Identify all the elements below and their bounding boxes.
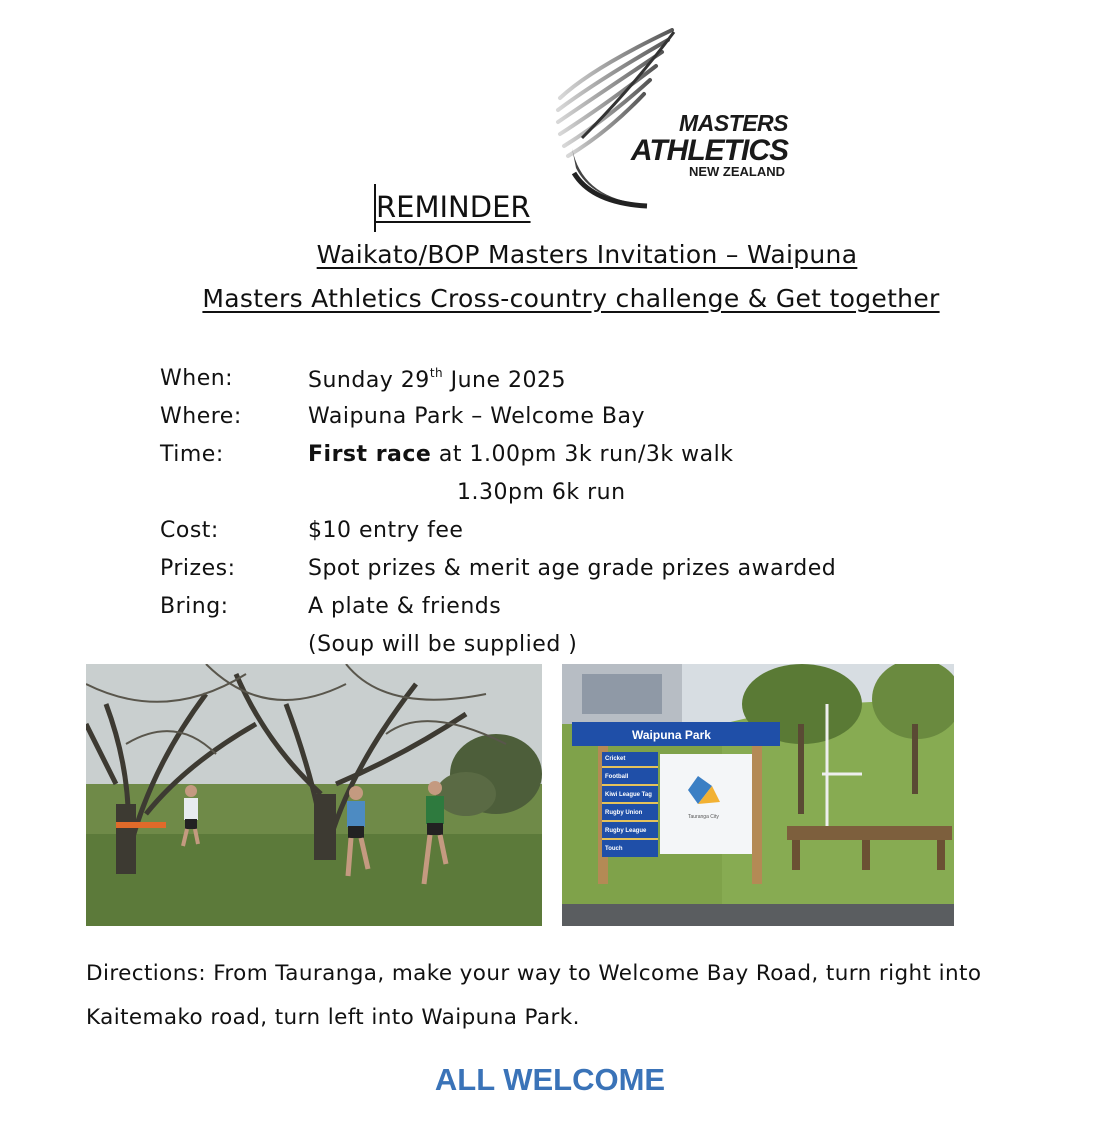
where-label: Where:	[160, 404, 242, 429]
sign-item: Kiwi League Tag	[605, 792, 652, 798]
sign-item: Cricket	[605, 756, 626, 762]
bring-value: A plate & friends	[308, 594, 502, 619]
all-welcome-footer: ALL WELCOME	[434, 1062, 666, 1097]
when-label: When:	[160, 366, 234, 391]
sign-item: Football	[605, 774, 629, 780]
sign-item: Rugby Union	[605, 810, 643, 816]
sign-item: Rugby League	[605, 828, 647, 834]
when-value: Sunday 29th June 2025	[308, 366, 567, 393]
sign-title: Waipuna Park	[632, 728, 711, 742]
logo-text-masters: MASTERS	[679, 110, 788, 136]
cost-value: $10 entry fee	[308, 518, 464, 543]
prizes-label: Prizes:	[160, 556, 236, 581]
sign-item: Touch	[605, 846, 623, 852]
time-value-second-race: 1.30pm 6k run	[457, 480, 626, 505]
time-label: Time:	[160, 442, 224, 467]
bring-label: Bring:	[160, 594, 229, 619]
sign-brand: Tauranga City	[688, 814, 719, 820]
directions-text: Directions: From Tauranga, make your way to Welcome Bay Road, turn right into Kaitemako road, turn left into Waipuna Park.	[86, 961, 982, 1030]
logo-text-new-zealand: NEW ZEALAND	[688, 164, 785, 179]
prizes-value: Spot prizes & merit age grade prizes awarded	[308, 556, 837, 581]
where-value: Waipuna Park – Welcome Bay	[308, 404, 646, 429]
event-title-line-1: Waikato/BOP Masters Invitation – Waipuna	[316, 240, 858, 269]
reminder-heading: REMINDER	[376, 190, 531, 224]
bring-value-note: (Soup will be supplied )	[308, 632, 578, 657]
runners-photo	[86, 664, 542, 926]
waipuna-park-sign-photo	[562, 664, 954, 926]
logo-text-athletics: ATHLETICS	[630, 134, 788, 167]
time-value: First race at 1.00pm 3k run/3k walk	[308, 442, 734, 467]
cost-label: Cost:	[160, 518, 219, 543]
event-title-line-2: Masters Athletics Cross-country challenge & Get together	[202, 284, 940, 313]
